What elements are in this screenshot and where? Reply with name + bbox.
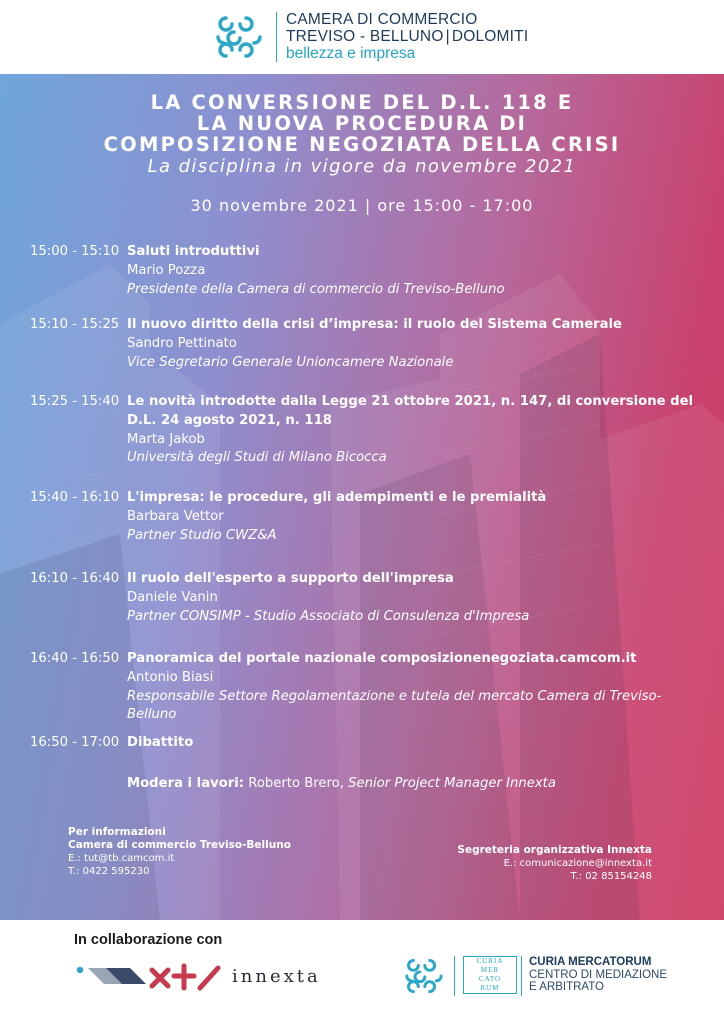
- curia-box-line: MER: [480, 966, 500, 974]
- agenda-title: Le novità introdotte dalla Legge 21 ottobre 2021, n. 147, di conversione del D.L. 24 agosto 2021, n. 118: [127, 394, 694, 428]
- logo-line-2b: DOLOMITI: [451, 28, 529, 45]
- logo-bar: |: [445, 28, 450, 45]
- contact-info-chamber: [68, 826, 291, 878]
- contact-heading: Per informazioni: [68, 826, 166, 838]
- agenda-title: L'impresa: le procedure, gli adempimenti e le premialità: [127, 490, 547, 505]
- curia-mercatorum-logo-box: [463, 956, 517, 994]
- agenda-title: Il ruolo dell'esperto a supporto dell'impresa: [127, 571, 454, 586]
- logo-line-1: CAMERA DI COMMERCIO: [286, 11, 478, 28]
- logo-line-2a: TREVISO - BELLUNO: [286, 28, 444, 45]
- contact-email: E.: tut@tb.camcom.it: [68, 853, 175, 864]
- agenda-title: Dibattito: [127, 735, 194, 750]
- agenda-speaker: Barbara Vettor: [127, 508, 224, 524]
- title-line-1: LA CONVERSIONE DEL D.L. 118 E: [150, 91, 574, 114]
- hero-section: [0, 74, 724, 920]
- header: [0, 0, 724, 74]
- curia-box-line: RUM: [480, 984, 500, 992]
- logo-tagline: bellezza e impresa: [286, 45, 416, 62]
- contact-email: E.: comunicazione@innexta.it: [503, 858, 652, 869]
- contact-phone: T.: 0422 595230: [68, 866, 150, 877]
- curia-line-2: CENTRO DI MEDIAZIONE: [529, 968, 668, 981]
- contact-phone: T.: 02 85154248: [570, 871, 652, 882]
- curia-divider: [521, 956, 522, 996]
- agenda-role: Presidente della Camera di commercio di Treviso-Belluno: [127, 281, 505, 297]
- event-subtitle: La disciplina in vigore da novembre 2021: [147, 156, 577, 177]
- moderator-name: Roberto Brero,: [248, 776, 344, 791]
- agenda-title: Panoramica del portale nazionale composizionenegoziata.camcom.it: [127, 651, 637, 666]
- agenda-time: 16:40 - 16:50: [30, 651, 120, 666]
- curia-line-3: E ARBITRATO: [529, 981, 604, 993]
- logo-divider: [276, 12, 277, 62]
- footer: [0, 920, 724, 1024]
- agenda-role: Università degli Studi di Milano Bicocca: [127, 450, 387, 466]
- curia-name: CURIA MERCATORUM: [529, 956, 652, 968]
- agenda-speaker: Antonio Biasi: [127, 669, 214, 685]
- innexta-wordmark: innexta: [232, 966, 321, 987]
- collaboration-label: In collaborazione con: [74, 932, 223, 948]
- event-datetime: 30 novembre 2021 | ore 15:00 - 17:00: [190, 196, 534, 215]
- agenda-role: Vice Segretario Generale Unioncamere Nazionale: [127, 354, 454, 370]
- event-title: [0, 92, 724, 155]
- logo-line-2: [286, 28, 528, 45]
- agenda-time: 16:10 - 16:40: [30, 571, 120, 586]
- agenda-speaker: Marta Jakob: [127, 431, 205, 447]
- contact-info-innexta: [457, 844, 652, 883]
- agenda-title: Saluti introduttivi: [127, 244, 260, 259]
- moderator-role: Senior Project Manager Innexta: [348, 776, 556, 791]
- camera-commercio-logo-icon: [212, 10, 266, 64]
- logo-text: [286, 11, 528, 63]
- agenda-time: 15:10 - 15:25: [30, 317, 120, 332]
- curia-box-line: CURIA: [476, 957, 504, 965]
- agenda-title: Il nuovo diritto della crisi d’impresa: il ruolo del Sistema Camerale: [127, 317, 623, 332]
- camera-commercio-footer-logo-icon: [402, 954, 446, 998]
- agenda-time: 15:40 - 16:10: [30, 490, 120, 505]
- agenda-speaker: Daniele Vanin: [127, 589, 218, 605]
- agenda-time: 15:25 - 15:40: [30, 394, 120, 409]
- moderator-label: Modera i lavori:: [127, 776, 245, 791]
- title-line-3: COMPOSIZIONE NEGOZIATA DELLA CRISI: [103, 133, 621, 156]
- agenda-time: 16:50 - 17:00: [30, 735, 120, 750]
- footer-logo-divider: [454, 956, 455, 996]
- curia-box-line: CATO: [478, 975, 502, 983]
- agenda-role: Partner Studio CWZ&A: [127, 527, 277, 543]
- curia-mercatorum-text: [529, 956, 667, 994]
- innexta-logo-icon: [76, 962, 222, 992]
- agenda-role: Responsabile Settore Regolamentazione e tutela del mercato Camera di Treviso-Belluno: [127, 688, 662, 723]
- agenda-time: 15:00 - 15:10: [30, 244, 120, 259]
- agenda-speaker: Mario Pozza: [127, 262, 206, 278]
- moderator-line: [127, 776, 556, 791]
- contact-heading: Segreteria organizzativa Innexta: [457, 844, 652, 856]
- title-line-2: LA NUOVA PROCEDURA DI: [196, 112, 528, 135]
- agenda-role: Partner CONSIMP - Studio Associato di Consulenza d'Impresa: [127, 608, 530, 624]
- agenda-speaker: Sandro Pettinato: [127, 335, 237, 351]
- contact-org: Camera di commercio Treviso-Belluno: [68, 839, 291, 851]
